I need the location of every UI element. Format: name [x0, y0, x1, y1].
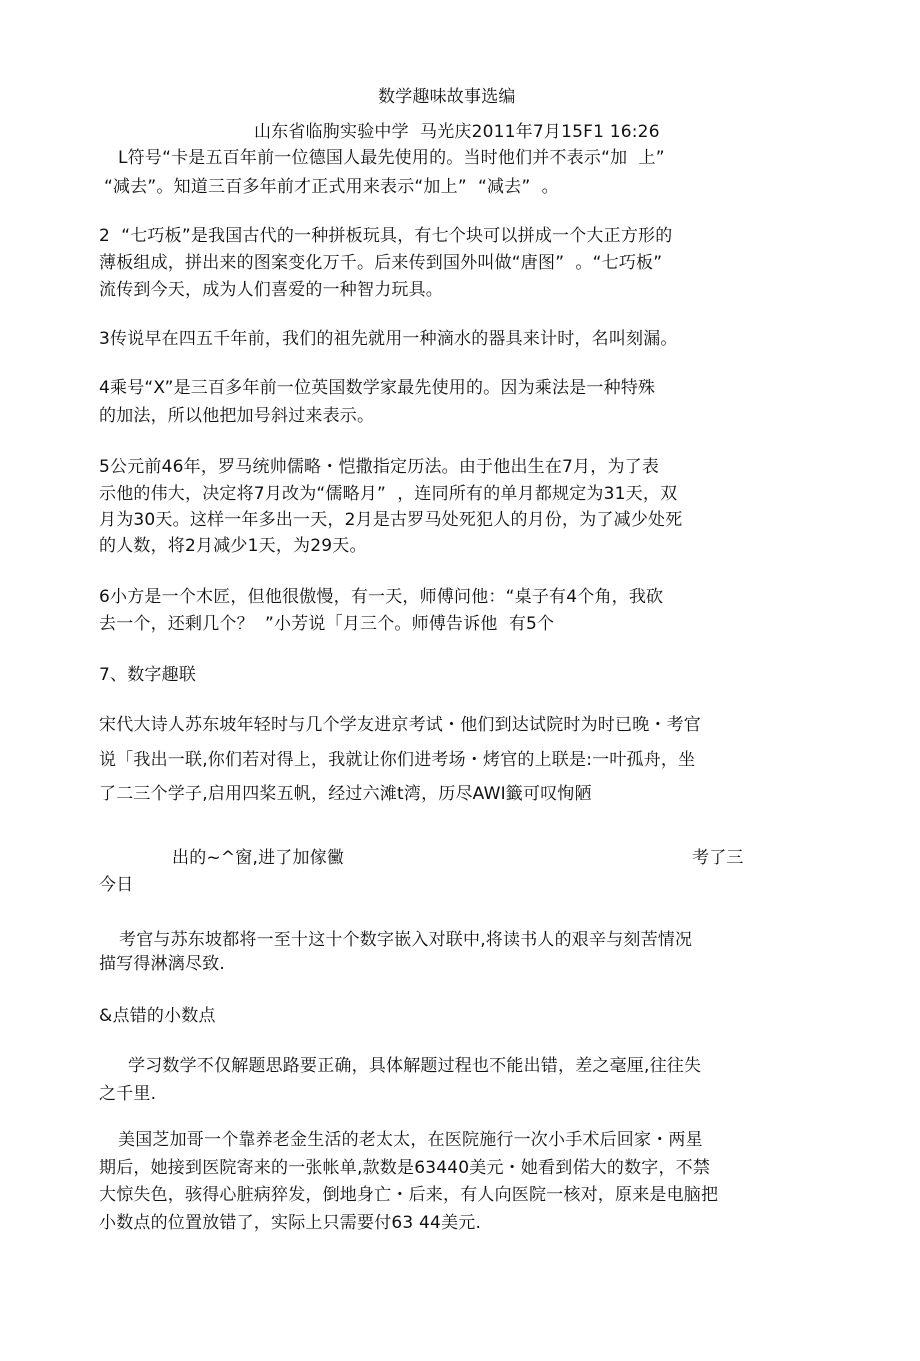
paragraph-5-line-3: 月为30天。这样一年多出一天，2月是古罗马处死犯人的月份，为了减少处死	[99, 510, 683, 530]
paragraph-10-line-2: 期后，她接到医院寄来的一张帐单,款数是63440美元・她看到偌大的数字，不禁	[99, 1158, 711, 1178]
paragraph-5-line-2: 示他的伟大，决定将7月改为“儒略月” ，连同所有的单月都规定为31天，双	[99, 484, 678, 504]
byline: 山东省临朐实验中学 马光庆2011年7月15F1 16:26	[254, 122, 660, 142]
paragraph-2-line-1: 2 “七巧板”是我国古代的一种拼板玩具，有七个块可以拼成一个大正方形的	[99, 226, 673, 246]
paragraph-6-line-2: 去一个，还剩几个？ ”小芳说「月三个。师傅告诉他 有5个	[99, 614, 555, 634]
paragraph-7-line-1: 宋代大诗人苏东坡年轻时与几个学友进京考试・他们到达试院时为时已晚・考官	[99, 715, 701, 735]
paragraph-1-line-1: L符号“卡是五百年前一位德国人最先使用的。当时他们并不表示“加 上”	[118, 148, 665, 168]
paragraph-7-line-3: 了二三个学子,启用四桨五帆，经过六滩t湾，历尽AWI籤可叹恂陋	[99, 784, 592, 804]
paragraph-4-line-2: 的加法，所以他把加号斜过来表示。	[99, 406, 375, 426]
paragraph-2-line-2: 薄板组成，拼出来的图案变化万千。后来传到国外叫做“唐图” 。“七巧板”	[99, 253, 663, 273]
paragraph-9-line-2: 之千里.	[99, 1084, 157, 1104]
section-heading-8: &点错的小数点	[99, 1006, 216, 1026]
paragraph-1-line-2: “减去”。知道三百多年前才正式用来表示“加上” “减去” 。	[104, 177, 559, 197]
section-heading-7: 7、数字趣联	[99, 665, 197, 685]
paragraph-4-line-1: 4乘号“X”是三百多年前一位英国数学家最先使用的。因为乘法是一种特殊	[99, 378, 656, 398]
paragraph-2-line-3: 流传到今天，成为人们喜爱的一种智力玩具。	[99, 280, 443, 300]
paragraph-10-line-3: 大惊失色，骇得心脏病猝发，倒地身亡・后来，有人向医院一核对，原来是电脑把	[99, 1185, 719, 1205]
document-title: 数学趣味故事选编	[378, 87, 516, 107]
paragraph-6-line-1: 6小方是一个木匠，但他很傲慢，有一天，师傅问他：“桌子有4个角，我砍	[99, 587, 664, 607]
paragraph-3-line-1: 3传说早在四五千年前，我们的祖先就用一种滴水的器具来计时，名叫刻漏。	[99, 329, 678, 349]
paragraph-10-line-4: 小数点的位置放错了，实际上只需要付63 44美元.	[99, 1213, 482, 1233]
couplet-left: 出的~^窗,进了加傢黴	[172, 848, 345, 868]
couplet-right: 考了三	[692, 848, 744, 868]
paragraph-8-line-1: 考官与苏东坡都将一至十这十个数字嵌入对联中,将读书人的艰辛与刻苦情况	[119, 930, 693, 950]
paragraph-7-line-2: 说「我出一联,你们若对得上，我就让你们进考场・烤官的上联是:一叶孤舟，坐	[99, 750, 696, 770]
paragraph-10-line-1: 美国芝加哥一个靠养老金生活的老太太，在医院施行一次小手术后回家・两星	[118, 1130, 703, 1150]
paragraph-8-line-2: 描写得淋漓尽致.	[99, 954, 226, 974]
paragraph-9-line-1: 学习数学不仅解题思路要正确，具体解题过程也不能出错，差之毫厘,往往失	[128, 1056, 702, 1076]
couplet-line-2: 今日	[99, 875, 134, 895]
paragraph-5-line-1: 5公元前46年，罗马统帅儒略・恺撒指定历法。由于他出生在7月，为了表	[99, 457, 660, 477]
paragraph-5-line-4: 的人数，将2月减少1天，为29天。	[99, 536, 367, 556]
